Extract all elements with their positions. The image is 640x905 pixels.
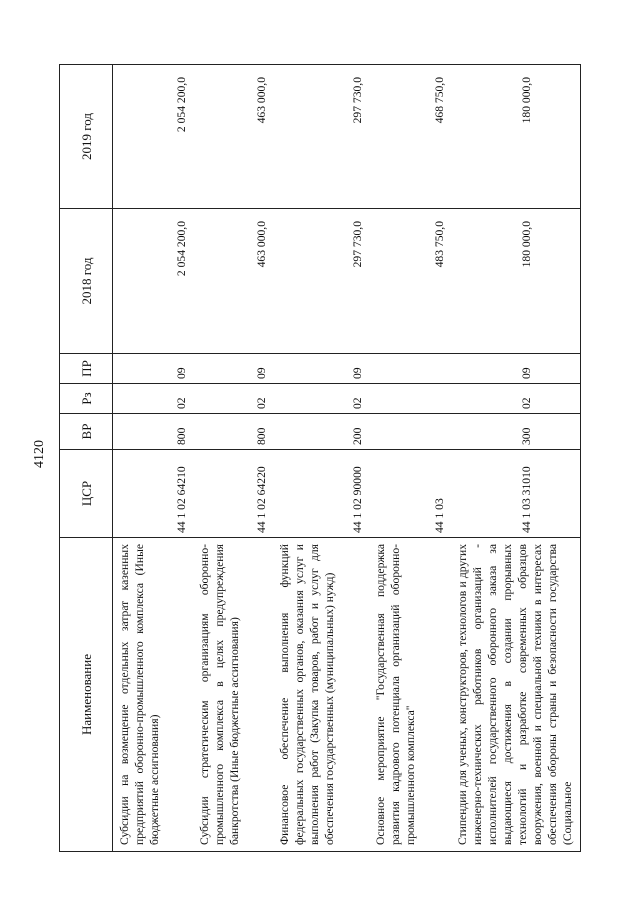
row-csr: 44 1 02 64210 [113, 450, 193, 538]
table-row [113, 65, 193, 852]
row-pr: 09 [273, 354, 369, 384]
row-rz: 02 [193, 384, 273, 414]
page-number: 4120 [32, 440, 47, 468]
row-2019: 2 054 200,0 [113, 65, 193, 209]
header-2019: 2019 год [60, 65, 113, 209]
row-2019: 297 730,0 [273, 65, 369, 209]
row-2018: 297 730,0 [273, 209, 369, 354]
row-name: Основное мероприятие "Государственная поддержка развития кадрового потенциала организаций оборонно-промышленного комплекса" [369, 538, 451, 852]
table-row [369, 65, 451, 852]
row-pr: 09 [193, 354, 273, 384]
table-row [193, 65, 273, 852]
row-vr: 800 [193, 414, 273, 450]
header-vr: ВР [60, 414, 113, 450]
row-vr: 200 [273, 414, 369, 450]
row-name: Стипендии для ученых, конструкторов, технологов и других инженерно-технических работников организаций - исполнителей государственного оборонного заказа за выдающиеся достижения в создании прорывных технологий и разработке современных образцов вооружения, военной и специальной техники в интересах обеспечения обороны страны и безопасности государства (Социальное [451, 538, 581, 852]
header-csr: ЦСР [60, 450, 113, 538]
row-rz: 02 [451, 384, 581, 414]
row-2018: 2 054 200,0 [113, 209, 193, 354]
row-pr: 09 [451, 354, 581, 384]
row-csr: 44 1 02 64220 [193, 450, 273, 538]
header-2018: 2018 год [60, 209, 113, 354]
header-rz: Рз [60, 384, 113, 414]
row-2019: 463 000,0 [193, 65, 273, 209]
row-rz [369, 384, 451, 414]
budget-table-rotated [59, 65, 581, 852]
row-name: Субсидии стратегическим организациям оборонно-промышленного комплекса в целях предупреждения банкротства (Иные бюджетные ассигнования) [193, 538, 273, 852]
row-vr: 800 [113, 414, 193, 450]
row-csr: 44 1 03 [369, 450, 451, 538]
row-2019: 468 750,0 [369, 65, 451, 209]
row-pr [369, 354, 451, 384]
row-vr [369, 414, 451, 450]
row-vr: 300 [451, 414, 581, 450]
row-name: Финансовое обеспечение выполнения функций федеральных государственных органов, оказания услуг и выполнения работ (Закупка товаров, работ и услуг для обеспечения государственных (муниципальных) нужд) [273, 538, 369, 852]
table-row [451, 65, 581, 852]
table-header-row [60, 65, 113, 852]
row-2018: 180 000,0 [451, 209, 581, 354]
row-2018: 463 000,0 [193, 209, 273, 354]
row-2018: 483 750,0 [369, 209, 451, 354]
row-rz: 02 [273, 384, 369, 414]
row-pr: 09 [113, 354, 193, 384]
header-name: Наименование [60, 538, 113, 852]
row-rz: 02 [113, 384, 193, 414]
budget-table [59, 64, 581, 852]
row-2019: 180 000,0 [451, 65, 581, 209]
header-pr: ПР [60, 354, 113, 384]
row-csr: 44 1 02 90000 [273, 450, 369, 538]
row-name: Субсидии на возмещение отдельных затрат казенных предприятий оборонно-промышленного комплекса (Иные бюджетные ассигнования) [113, 538, 193, 852]
table-row [273, 65, 369, 852]
row-csr: 44 1 03 31010 [451, 450, 581, 538]
